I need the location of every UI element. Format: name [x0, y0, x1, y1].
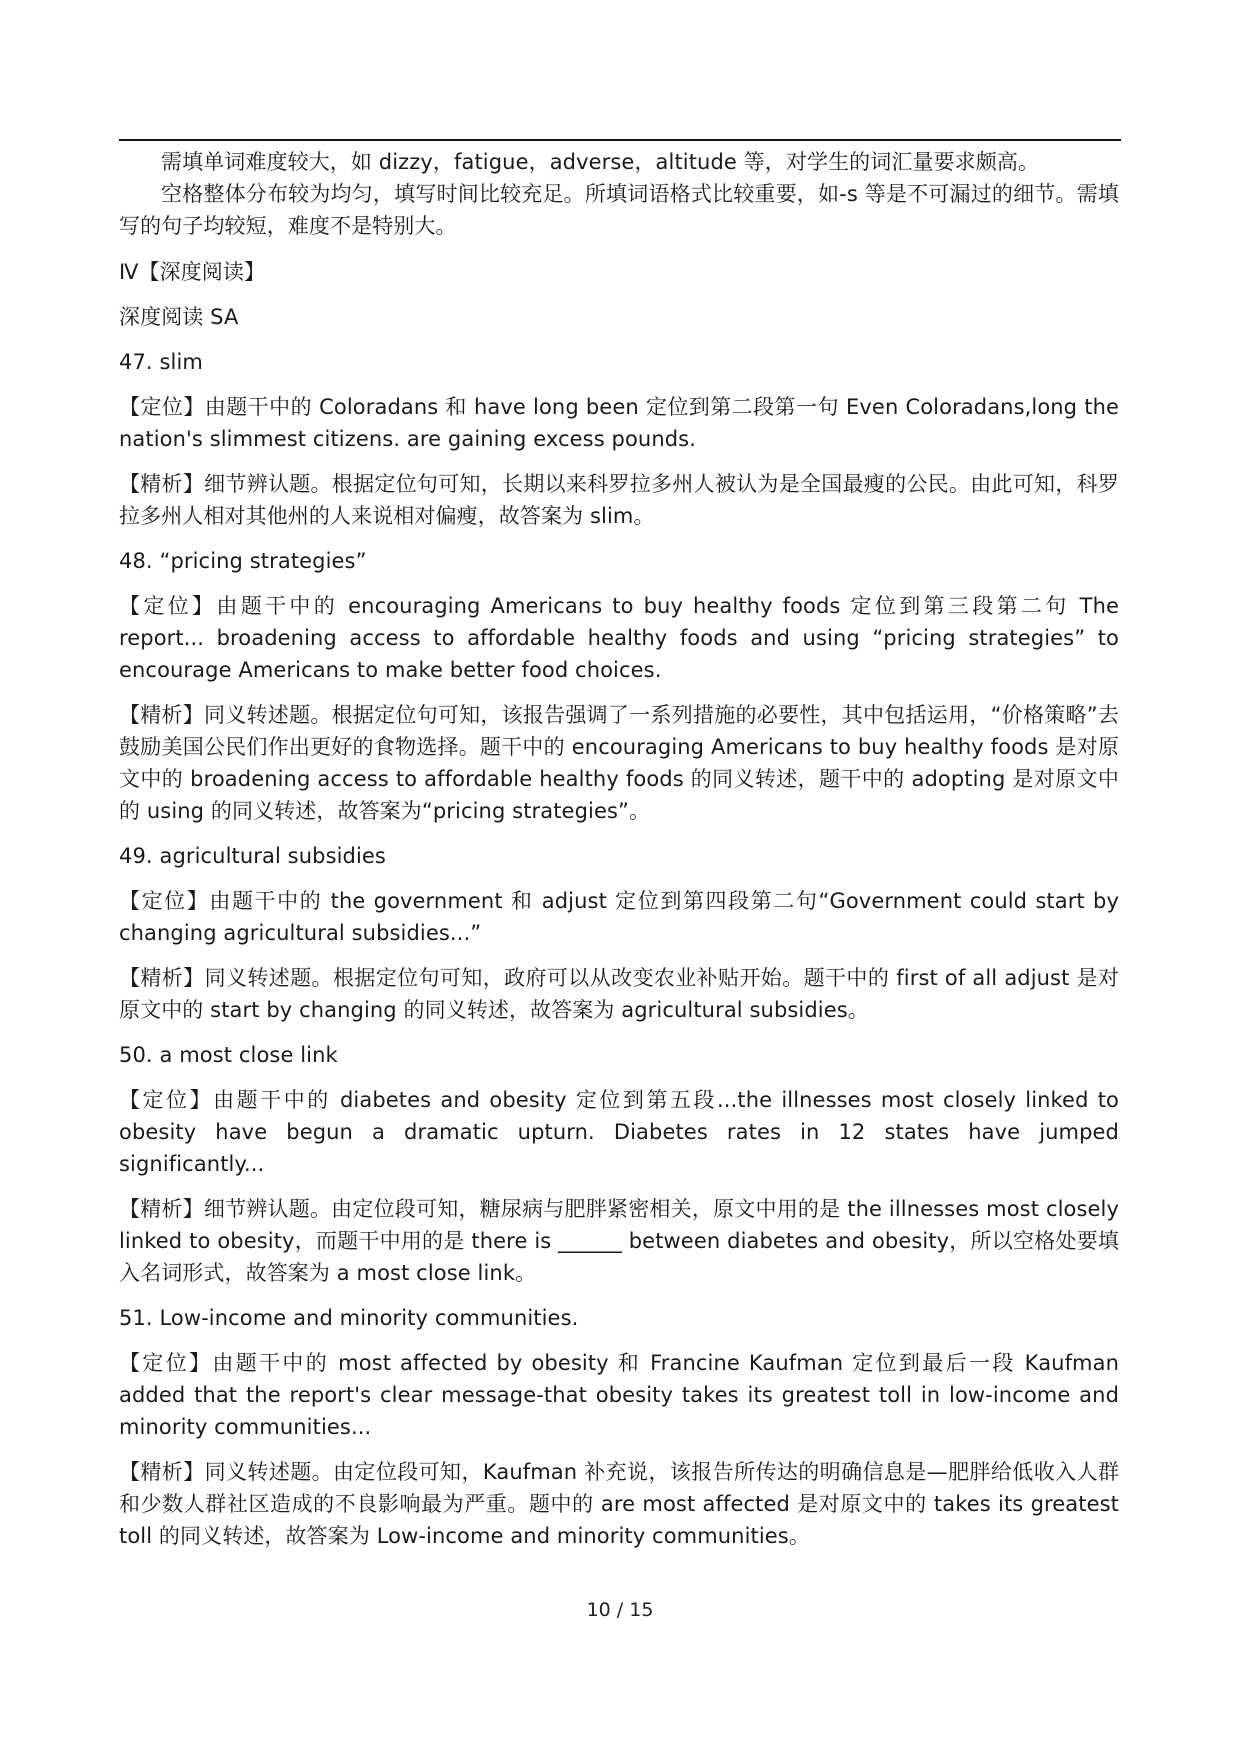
page-number: 10 / 15 — [586, 1599, 654, 1621]
question-51 — [119, 1302, 1119, 1552]
question-answer: 51. Low-income and minority communities. — [119, 1306, 579, 1330]
intro-paragraph-1: 需填单词难度较大，如 dizzy，fatigue，adverse，altitude 等，对学生的词汇量要求颇高。 — [161, 150, 1040, 174]
question-48 — [119, 545, 1119, 827]
page-body — [119, 146, 1119, 1565]
header-rule — [119, 139, 1121, 141]
question-analysis: 【精析】同义转述题。根据定位句可知，该报告强调了一系列措施的必要性，其中包括运用，“价格策略”去鼓励美国公民们作出更好的食物选择。题干中的 encouraging Americans to buy healthy foods 是对原文中的 broadening access to affordable healthy foods 的同义转述，题干中的 adopting 是对原文中的 using 的同义转述，故答案为“pricing strategies”。 — [119, 703, 1119, 823]
question-locate: 【定位】由题干中的 Coloradans 和 have long been 定位到第二段第一句 Even Coloradans,long the nation's slimmest citizens. are gaining excess pounds. — [119, 395, 1119, 451]
question-locate: 【定位】由题干中的 most affected by obesity 和 Francine Kaufman 定位到最后一段 Kaufman added that the report's clear message-that obesity takes its greatest toll in low-income and minority communities... — [119, 1351, 1119, 1439]
question-answer: 47. slim — [119, 350, 203, 374]
question-50 — [119, 1039, 1119, 1289]
subsection-title: 深度阅读 SA — [119, 305, 239, 329]
question-answer: 49. agricultural subsidies — [119, 844, 386, 868]
question-locate: 【定位】由题干中的 diabetes and obesity 定位到第五段...the illnesses most closely linked to obesity have begun a dramatic upturn. Diabetes rates in 12 states have jumped significantly... — [119, 1088, 1119, 1176]
question-analysis: 【精析】同义转述题。根据定位句可知，政府可以从改变农业补贴开始。题干中的 first of all adjust 是对原文中的 start by changing 的同义转述，故答案为 agricultural subsidies。 — [119, 966, 1119, 1022]
question-47 — [119, 346, 1119, 532]
intro-paragraph-2: 空格整体分布较为均匀，填写时间比较充足。所填词语格式比较重要，如-s 等是不可漏过的细节。需填写的句子均较短，难度不是特别大。 — [119, 182, 1119, 238]
question-locate: 【定位】由题干中的 encouraging Americans to buy healthy foods 定位到第三段第二句 The report... broadening access to affordable healthy foods and using “pricing strategies” to encourage Americans to make better food choices. — [119, 594, 1119, 682]
question-answer: 50. a most close link — [119, 1043, 338, 1067]
question-analysis: 【精析】细节辨认题。根据定位句可知，长期以来科罗拉多州人被认为是全国最瘦的公民。由此可知，科罗拉多州人相对其他州的人来说相对偏瘦，故答案为 slim。 — [119, 472, 1119, 528]
question-49 — [119, 840, 1119, 1026]
question-analysis: 【精析】同义转述题。由定位段可知，Kaufman 补充说，该报告所传达的明确信息是—肥胖给低收入人群和少数人群社区造成的不良影响最为严重。题中的 are most affected 是对原文中的 takes its greatest toll 的同义转述，故答案为 Low-income and minority communities。 — [119, 1460, 1119, 1548]
question-answer: 48. “pricing strategies” — [119, 549, 367, 573]
question-analysis: 【精析】细节辨认题。由定位段可知，糖尿病与肥胖紧密相关，原文中用的是 the illnesses most closely linked to obesity，而题干中用的是 there is ______ between diabetes and obesity，所以空格处要填入名词形式，故答案为 a most close link。 — [119, 1197, 1119, 1285]
section-title: Ⅳ【深度阅读】 — [119, 260, 266, 284]
question-locate: 【定位】由题干中的 the government 和 adjust 定位到第四段第二句“Government could start by changing agricultural subsidies...” — [119, 889, 1119, 945]
